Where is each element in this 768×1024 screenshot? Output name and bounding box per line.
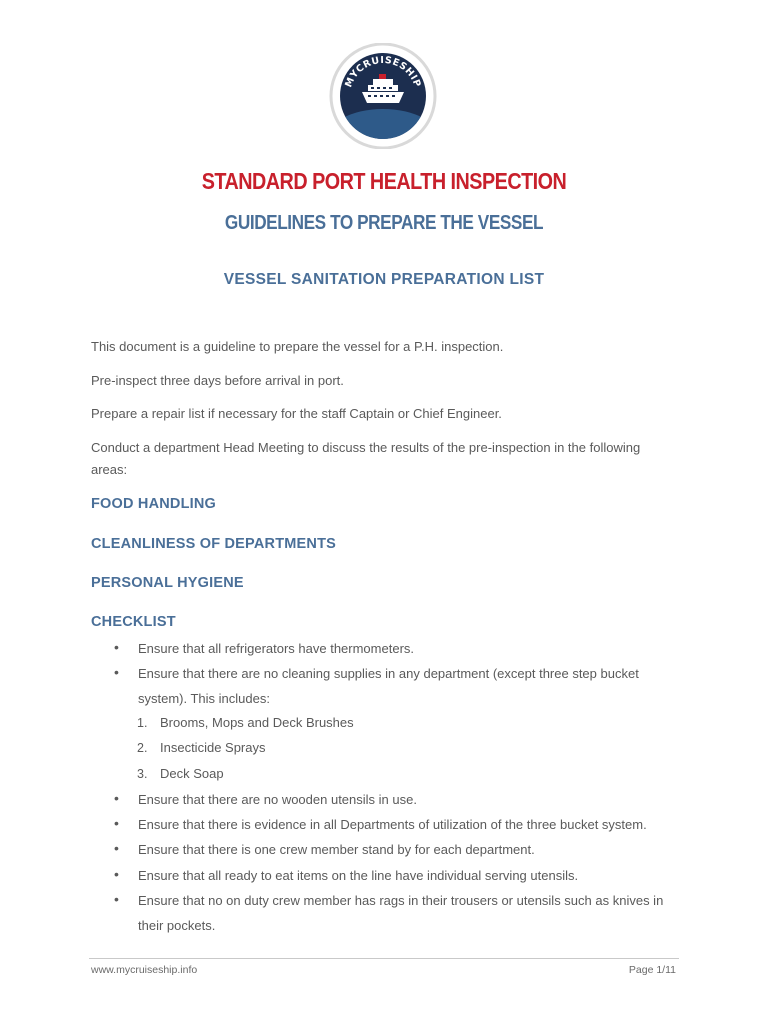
checklist-item: Ensure that there is evidence in all Departments of utilization of the three bucket system. [138,817,647,832]
checklist-item: Ensure that there are no wooden utensils in use. [138,792,417,807]
heading-cleanliness: CLEANLINESS OF DEPARTMENTS [91,536,336,552]
footer-website-link[interactable]: www.mycruiseship.info [91,964,198,976]
intro-paragraph: Prepare a repair list if necessary for the staff Captain or Chief Engineer. [91,406,502,421]
logo-text: MYCRUISESHIP [343,54,423,90]
intro-paragraph: Pre-inspect three days before arrival in port. [91,373,344,388]
page-subtitle: GUIDELINES TO PREPARE THE VESSEL [224,212,544,234]
heading-food-handling: FOOD HANDLING [91,496,217,512]
bullet-icon: • [114,840,119,856]
checklist-item: Ensure that there is one crew member stand by for each department. [138,842,535,857]
intro-paragraph: This document is a guideline to prepare the vessel for a P.H. inspection. [91,339,504,354]
bullet-icon: • [114,891,119,907]
list-number: 3. [137,767,148,781]
checklist-item: Ensure that all refrigerators have thermometers. [138,641,415,656]
checklist-item: Ensure that all ready to eat items on the line have individual serving utensils. [138,868,579,883]
bullet-icon: • [114,866,119,882]
page-number: Page 1/11 [628,964,676,976]
sub-list-item: Insecticide Sprays [160,740,266,755]
page-title: STANDARD PORT HEALTH INSPECTION [201,168,567,194]
section-title: VESSEL SANITATION PREPARATION LIST [223,271,545,288]
footer-divider [89,958,679,959]
mycruiseship-logo [328,43,438,149]
sub-list-item: Deck Soap [160,766,224,781]
checklist-item: Ensure that there are no cleaning supplies in any department (except three step bucket system). This includes: [138,666,639,706]
checklist-item: Ensure that no on duty crew member has rags in their trousers or utensils such as knives in their pockets. [138,893,664,933]
bullet-icon: • [114,639,119,655]
list-number: 1. [137,716,148,730]
heading-personal-hygiene: PERSONAL HYGIENE [91,575,244,591]
heading-checklist: CHECKLIST [91,614,176,630]
list-number: 2. [137,741,148,755]
bullet-icon: • [114,790,119,806]
cruise-ship-icon [328,43,438,149]
bullet-icon: • [114,815,119,831]
sub-list-item: Brooms, Mops and Deck Brushes [160,715,354,730]
bullet-icon: • [114,664,119,680]
intro-paragraph: Conduct a department Head Meeting to discuss the results of the pre-inspection in the following areas: [91,440,641,477]
